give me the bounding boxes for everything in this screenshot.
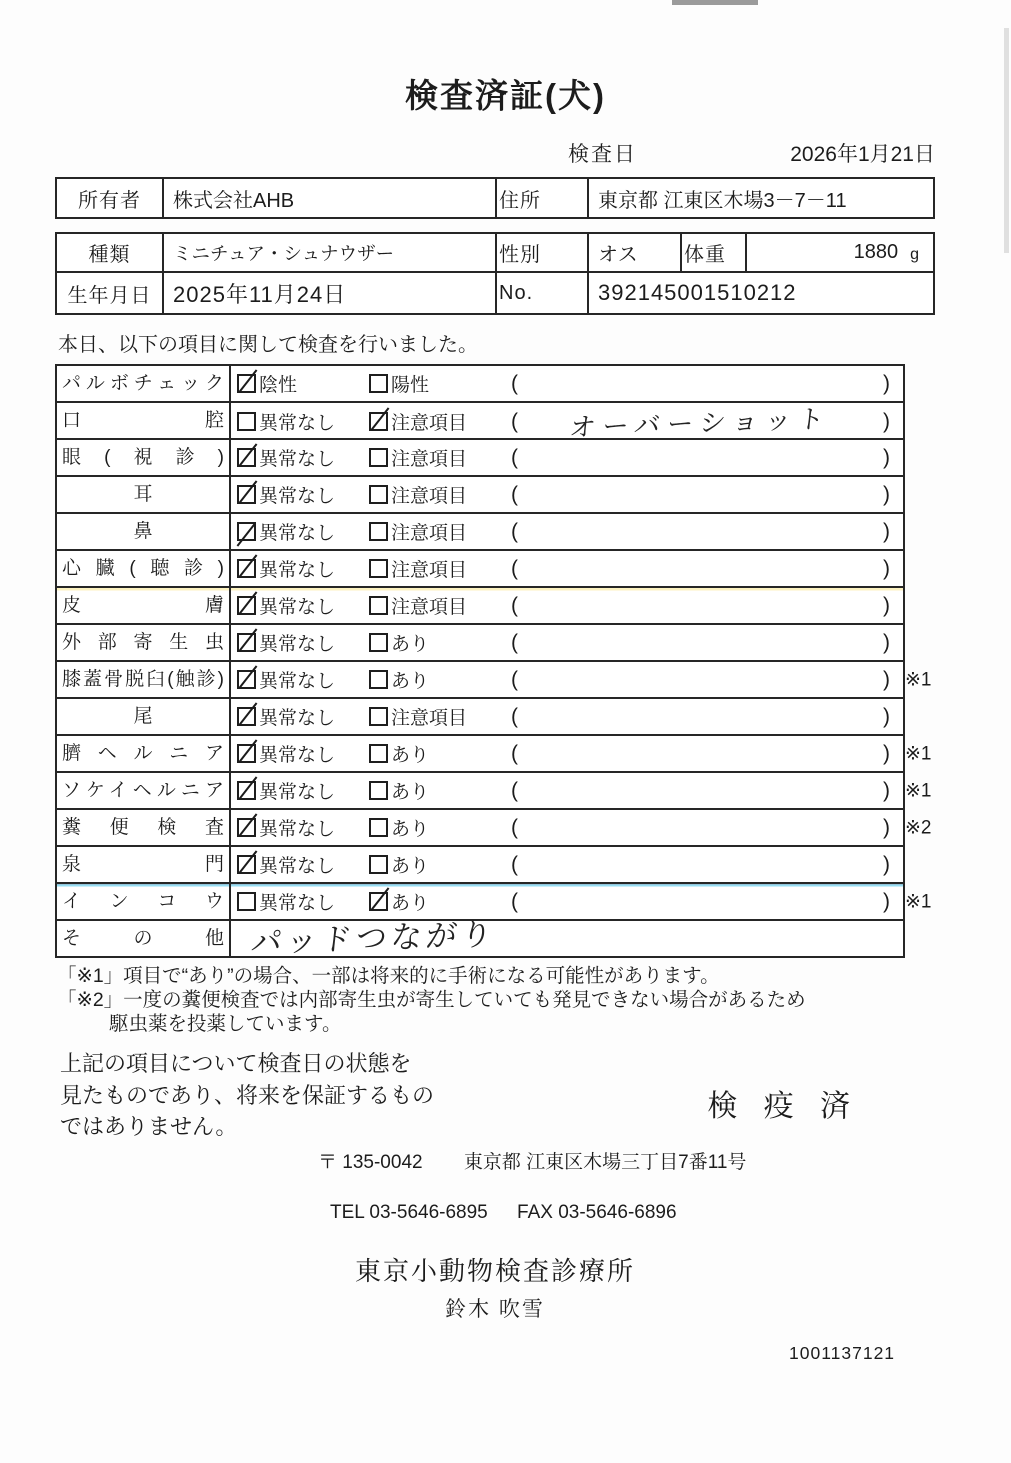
address-label: 住所 [495,179,587,217]
option-2-label: あり [391,819,430,840]
weight-value [745,234,933,271]
bottom-section [0,1048,1011,1364]
remarks-field [511,594,903,618]
clinic-fax: FAX 03-5646-6896 [517,1202,677,1224]
footnote-ref-mark: ※1 [905,669,932,690]
option-1-label: 異常なし [259,671,336,692]
footnote-1: 「※1」項目で“あり”の場合、一部は将来的に手術になる可能性があります。 [57,965,720,987]
option-2-label: 陽性 [391,375,430,396]
remarks-field [511,446,903,470]
remarks-field [511,890,903,914]
checkbox-icon [237,744,256,763]
checklist-row [57,847,903,884]
checkbox-icon [237,892,256,911]
option-1-label: 異常なし [259,745,336,766]
option-1 [237,481,369,508]
checkbox-icon [237,633,256,652]
checklist-row-content [229,477,903,512]
checkbox-icon [237,818,256,837]
option-2 [369,555,511,582]
option-1-label: 異常なし [259,597,336,618]
option-1-label: 異常なし [259,856,336,877]
checkbox-icon [369,707,388,726]
option-2-label: あり [391,856,430,877]
remarks-field [511,779,903,803]
footnote-2-continued: 駆虫薬を投薬しています。 [109,1012,342,1035]
checklist-row [57,625,903,662]
checkbox-icon [369,855,388,874]
option-2-label: 注意項目 [391,413,468,434]
checkbox-icon [369,781,388,800]
option-1-label: 異常なし [259,486,336,507]
checklist-row-label: 糞便検査 [62,817,224,838]
checkbox-icon [369,892,388,911]
option-2 [369,518,511,545]
checkbox-icon [237,670,256,689]
checklist-row-content [229,403,903,443]
checklist-row-label: 心臓(聴診) [62,558,224,579]
veterinarian-name: 鈴木 吹雪 [445,1298,545,1322]
checkbox-icon [369,412,388,431]
checklist-row [57,440,903,477]
address-value: 東京都 江東区木場3－7－11 [587,179,933,217]
remarks-field [511,372,903,396]
checkbox-icon [237,522,256,541]
option-2-label: 注意項目 [391,486,468,507]
checklist-table [55,364,932,961]
scan-artifact-smudge [672,0,758,5]
option-1 [237,408,369,435]
clinic-tel-line [330,1202,1011,1224]
checklist-row-label: パルボチェック [62,373,224,394]
owner-table [55,177,935,219]
checklist-row [57,514,903,551]
option-1-label: 異常なし [259,819,336,840]
checklist-row-content [229,916,903,961]
footnote-ref-mark: ※1 [905,743,932,764]
option-2 [369,666,511,693]
option-2-label: 注意項目 [391,560,468,581]
option-1 [237,444,369,471]
quarantine-stamp: 検 疫 済 [707,1090,859,1124]
paren-close: ) [883,815,890,839]
remarks-field [511,557,903,581]
option-1-label: 異常なし [259,413,336,434]
checklist-row-label: 眼(視診) [62,447,224,468]
paren-open: ( [511,704,518,728]
checklist-row-content [229,884,903,919]
checklist-row-content [229,366,903,401]
disclaimer [60,1048,1011,1142]
clinic-address: 東京都 江東区木場三丁目7番11号 [463,1152,747,1174]
scan-artifact-edge [1004,28,1009,253]
paren-close: ) [883,778,890,802]
footnote-ref-mark: ※2 [905,817,932,838]
breed-value: ミニチュア・シュナウザー [162,234,495,271]
checklist-row-label: 泉門 [62,854,224,875]
option-1 [237,703,369,730]
owner-row [57,179,933,217]
option-2-label: あり [391,893,430,914]
checklist-row-label: 口腔 [62,410,224,431]
checklist-row [57,366,903,403]
option-1-label: 異常なし [259,449,336,470]
handwritten-note: パッドつながり [249,916,498,961]
remarks-field [511,853,903,877]
option-1 [237,629,369,656]
checkbox-icon [369,818,388,837]
id-number-label: No. [495,273,587,313]
paren-close: ) [883,482,890,506]
paren-close: ) [883,519,890,543]
inspection-date-row [55,138,935,168]
clinic-name: 東京小動物検査診療所 [354,1256,635,1287]
checkbox-icon [237,707,256,726]
option-1 [237,592,369,619]
checklist-row [57,588,903,625]
checklist-row-label: ソケイヘルニア [62,780,224,801]
paren-open: ( [511,445,518,469]
paren-open: ( [511,741,518,765]
option-2-label: 注意項目 [391,597,468,618]
option-2 [369,592,511,619]
checklist-row-label: その他 [62,928,224,949]
option-2 [369,370,511,397]
paren-open: ( [511,815,518,839]
footnote-ref-mark: ※1 [905,891,932,912]
checkbox-icon [237,485,256,504]
paren-close: ) [883,445,890,469]
sex-value: オス [587,234,680,271]
checkbox-icon [369,744,388,763]
option-1-label: 異常なし [259,782,336,803]
postal-code: 〒 135-0042 [318,1152,423,1174]
checklist-row [57,884,932,921]
option-2-label: 注意項目 [391,708,468,729]
option-1 [237,555,369,582]
remarks-field [511,705,903,729]
clinic-tel: TEL 03-5646-6895 [330,1202,488,1224]
id-number-value: 392145001510212 [587,273,933,313]
paren-open: ( [511,630,518,654]
weight-unit: g [910,246,919,263]
checkbox-icon [369,670,388,689]
option-2 [369,814,511,841]
checklist-row-content [229,810,903,845]
option-2-label: あり [391,745,430,766]
option-1 [237,888,369,915]
paren-open: ( [511,593,518,617]
checklist-row-label: 尾 [133,706,153,727]
breed-label: 種類 [88,244,131,266]
option-2-label: あり [391,782,430,803]
checkbox-icon [369,596,388,615]
checkbox-icon [237,855,256,874]
paren-close: ) [883,593,890,617]
checkbox-icon [369,485,388,504]
checklist-row-content [229,662,903,697]
paren-close: ) [883,889,890,913]
paren-open: ( [511,778,518,802]
checklist-row-content [229,699,903,734]
paren-open: ( [511,556,518,580]
checklist-row [57,403,903,443]
birthdate-value: 2025年11月24日 [162,273,495,313]
paren-close: ) [883,667,890,691]
intro-sentence: 本日、以下の項目に関して検査を行いました。 [58,334,478,356]
remarks-field [511,631,903,655]
option-2 [369,777,511,804]
pet-row-1 [57,234,933,273]
option-2 [369,444,511,471]
option-1-label: 陰性 [259,375,298,396]
checklist-row [57,477,903,514]
paren-close: ) [883,852,890,876]
serial-number: 1001137121 [789,1343,896,1364]
remarks-field [511,742,903,766]
checklist-row-label: 外部寄生虫 [62,632,224,653]
paren-close: ) [883,409,890,433]
checklist-row-content [229,625,903,660]
checkbox-icon [237,596,256,615]
checklist-row [57,699,903,736]
checkbox-icon [237,781,256,800]
remarks-field [511,483,903,507]
footnote-ref-mark: ※1 [905,780,932,801]
paren-open: ( [511,371,518,395]
option-2-label: 注意項目 [391,523,468,544]
page-title: 検査済証(犬) [405,77,606,114]
checklist-row-content [229,773,903,808]
option-2-label: あり [391,671,430,692]
checklist-row [57,662,932,699]
paren-open: ( [511,889,518,913]
option-2 [369,481,511,508]
checklist-row-label: インコウ [62,891,224,912]
checklist-row-content [229,847,903,882]
checklist-row-label: 鼻 [133,521,153,542]
paren-close: ) [883,630,890,654]
paren-close: ) [883,704,890,728]
clinic-postal-line [318,1147,1011,1174]
birthdate-label: 生年月日 [67,284,152,307]
option-2-label: あり [391,634,430,655]
remarks-field [511,403,903,443]
checklist-row [57,810,932,847]
pet-info-table [55,232,935,315]
option-2-label: 注意項目 [391,449,468,470]
option-2 [369,703,511,730]
owner-value: 株式会社AHB [162,179,495,217]
checklist-row-content [229,440,903,475]
option-2 [369,740,511,767]
paren-close: ) [883,741,890,765]
paren-close: ) [883,371,890,395]
checklist-row [57,916,903,961]
checklist-row [57,551,903,588]
option-1-label: 異常なし [259,560,336,581]
remarks-field [511,520,903,544]
owner-label: 所有者 [78,189,141,212]
paren-open: ( [511,852,518,876]
checkbox-icon [237,559,256,578]
option-1 [237,814,369,841]
checkbox-icon [369,522,388,541]
pet-row-2 [57,273,933,313]
inspection-date-label: 検査日 [568,143,637,166]
paren-open: ( [511,667,518,691]
remarks-text: オーバーショット [567,403,833,443]
option-1 [237,370,369,397]
checklist-row-content [229,551,903,586]
checklist-row-label: 耳 [133,484,153,505]
option-1-label: 異常なし [259,523,336,544]
paren-close: ) [883,556,890,580]
checklist-row-content [229,514,903,549]
disclaimer-line-3: ではありません。 [60,1113,238,1139]
checkbox-icon [369,559,388,578]
option-2 [369,629,511,656]
remarks-field [511,668,903,692]
option-2 [369,408,511,435]
checkbox-icon [237,412,256,431]
sex-label: 性別 [495,234,587,271]
paren-open: ( [511,409,518,433]
option-2 [369,888,511,915]
option-1-label: 異常なし [259,634,336,655]
option-1 [237,518,369,545]
option-1-label: 異常なし [259,893,336,914]
option-1 [237,777,369,804]
option-1 [237,740,369,767]
weight-label: 体重 [680,234,745,271]
checkbox-icon [369,448,388,467]
disclaimer-line-2: 見たものであり、将来を保証するもの [60,1082,435,1108]
checkbox-icon [237,448,256,467]
option-1-label: 異常なし [259,708,336,729]
footnotes [57,965,1011,1036]
footnote-2: 「※2」一度の糞便検査では内部寄生虫が寄生していても発見できない場合があるため [57,988,806,1011]
weight-number: 1880 [853,241,899,263]
checklist-row-content [229,736,903,771]
checklist-row [57,773,932,810]
checklist-row-label: 臍ヘルニア [62,743,224,764]
disclaimer-line-1: 上記の項目について検査日の状態を [60,1051,412,1077]
checkbox-icon [369,374,388,393]
checklist-row-content [229,588,903,623]
checkbox-icon [369,633,388,652]
checklist-row-label: 膝蓋骨脱臼(触診) [62,669,224,690]
paren-open: ( [511,519,518,543]
remarks-field [511,816,903,840]
option-2 [369,851,511,878]
paren-open: ( [511,482,518,506]
option-1 [237,666,369,693]
inspection-date-value: 2026年1月21日 [790,143,935,166]
option-1 [237,851,369,878]
checkbox-icon [237,374,256,393]
checklist-row-label: 皮膚 [62,595,224,616]
checklist-row [57,736,932,773]
